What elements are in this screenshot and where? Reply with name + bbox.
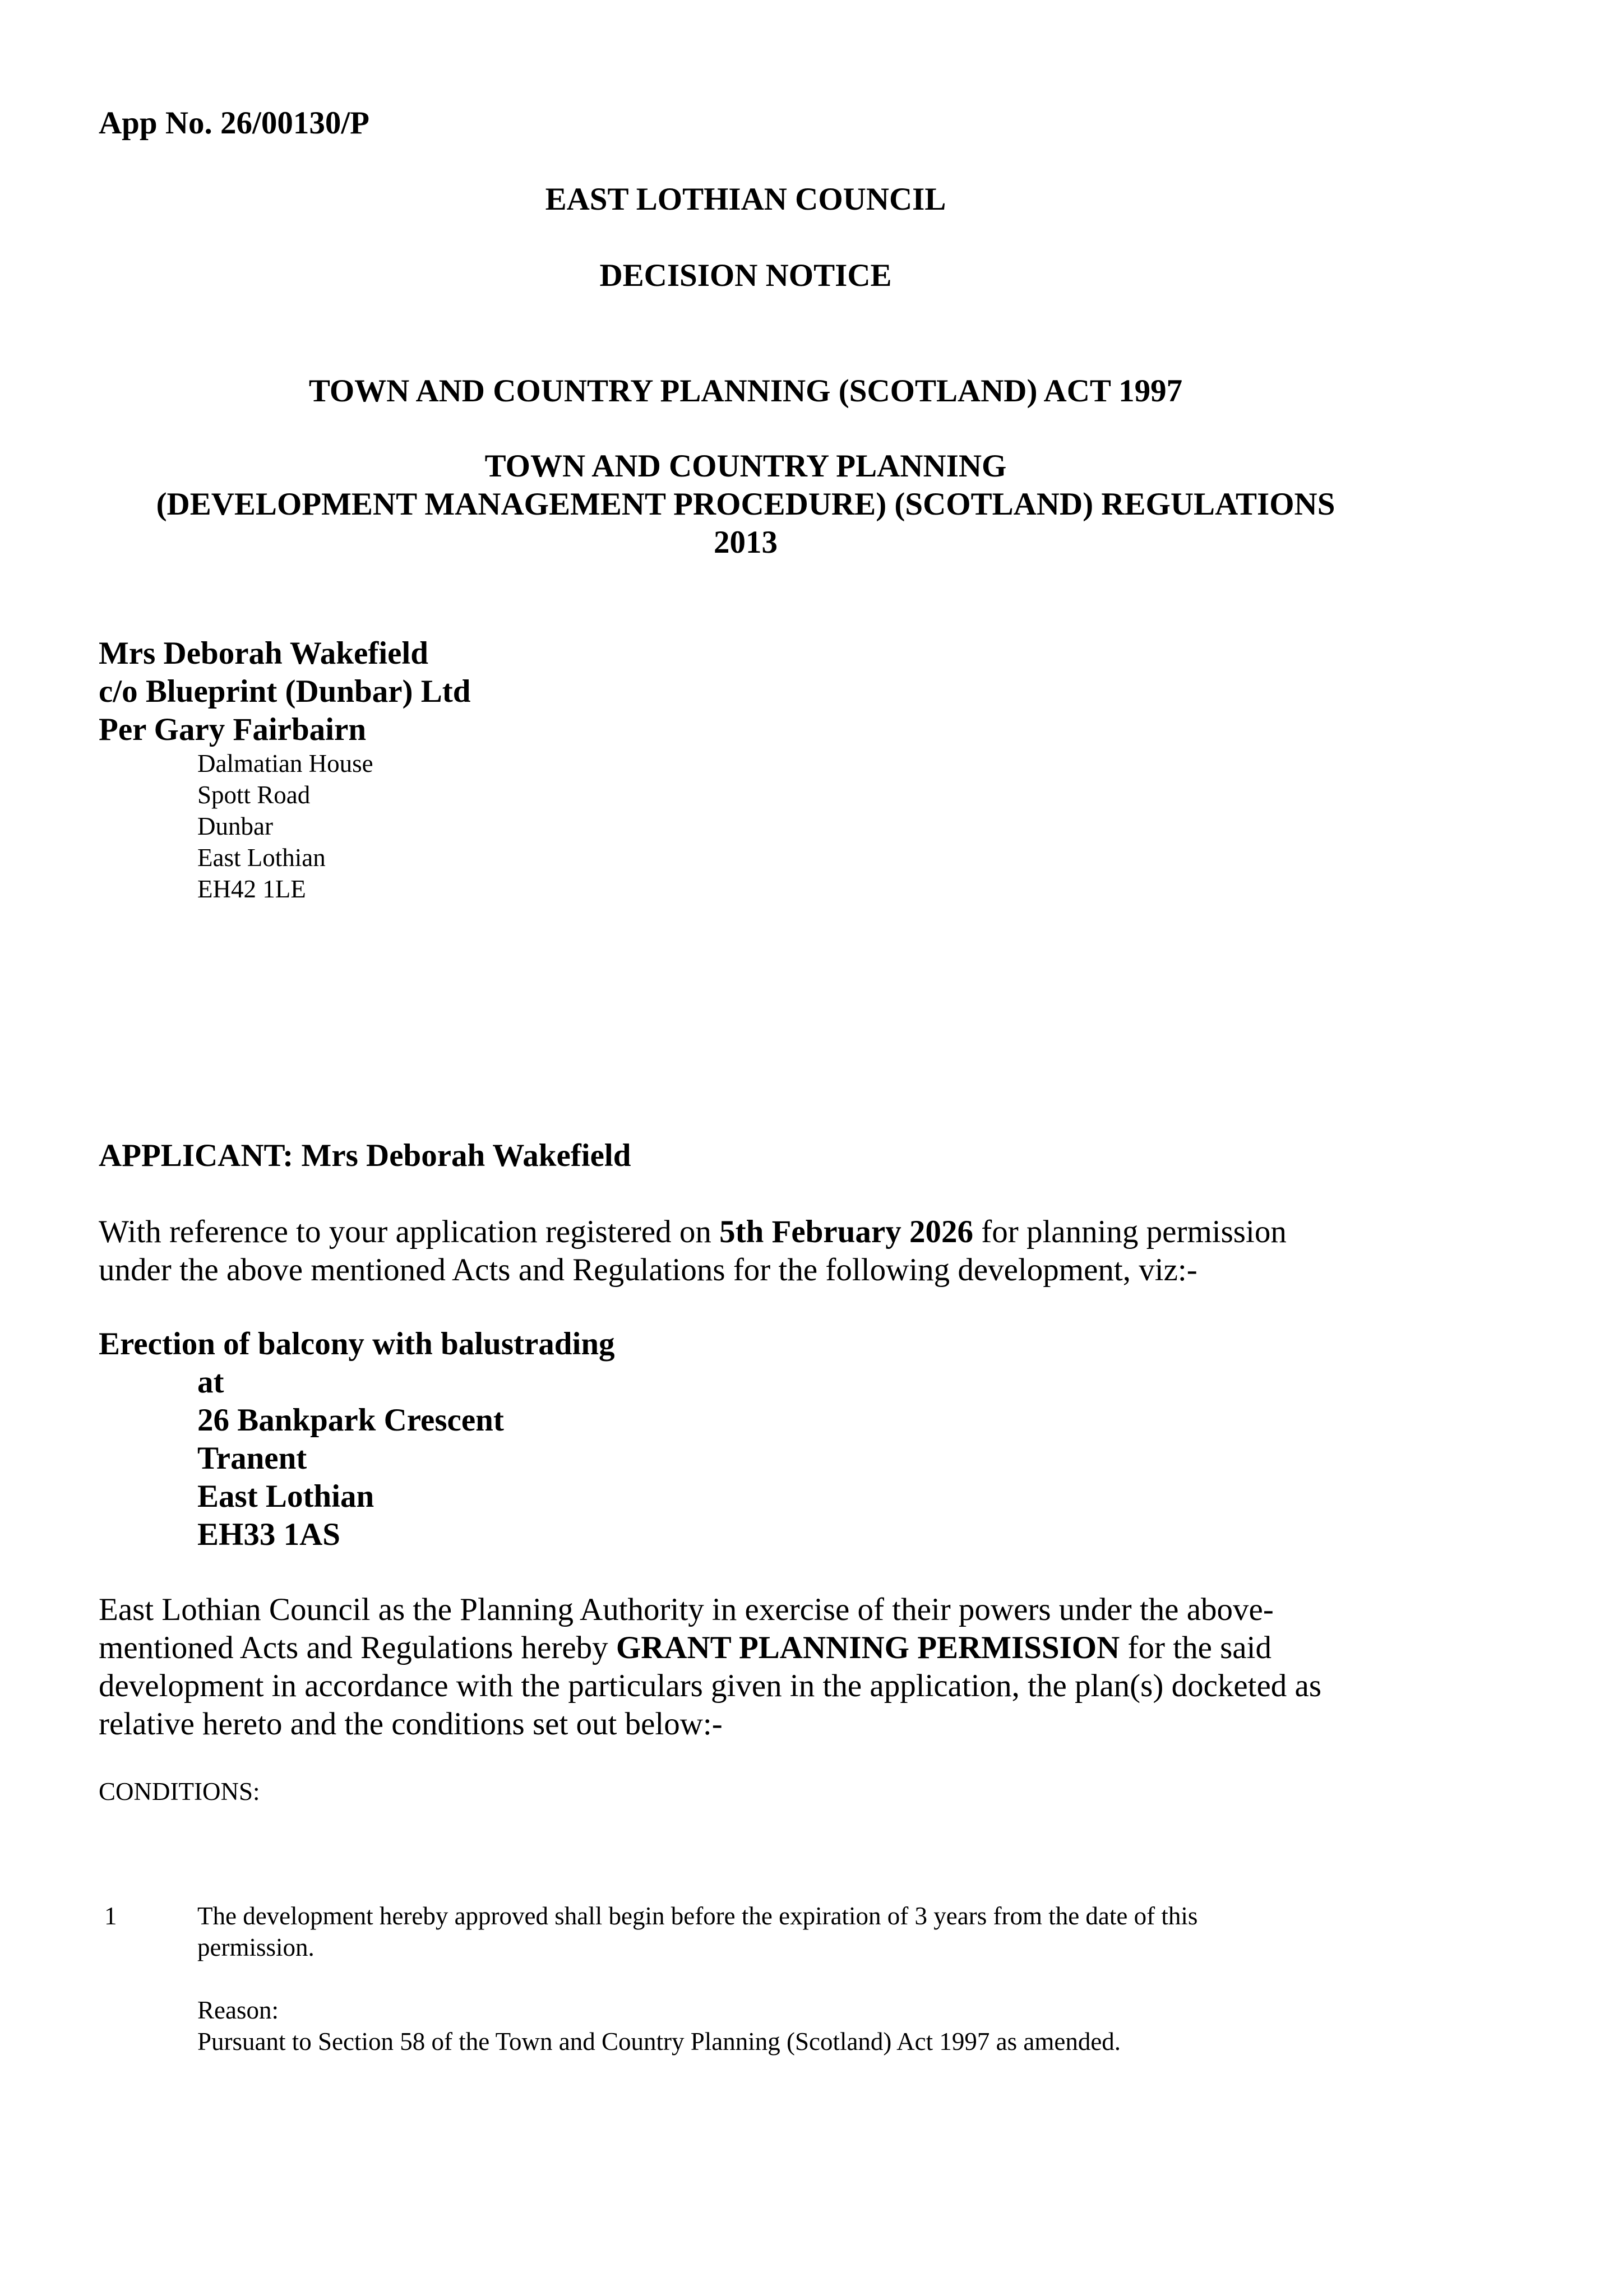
site-address-line: 26 Bankpark Crescent	[197, 1402, 504, 1438]
regulations-title-line-2: (DEVELOPMENT MANAGEMENT PROCEDURE) (SCOTLAND) REGULATIONS	[156, 487, 1335, 522]
address-line: East Lothian	[197, 844, 326, 872]
condition-reason-label: Reason:	[197, 1996, 279, 2024]
grant-text-line-3: development in accordance with the particulars given in the application, the plan(s) docketed as	[99, 1668, 1322, 1704]
applicant-label: APPLICANT:	[99, 1138, 294, 1173]
development-title: Erection of balcony with balustrading	[99, 1326, 615, 1362]
condition-item	[197, 1900, 1197, 2057]
addressee-per: Per Gary Fairbairn	[99, 712, 367, 747]
grant-text-line-2-end: for the said	[1120, 1630, 1271, 1665]
site-address-line: EH33 1AS	[197, 1517, 340, 1552]
grant-paragraph	[99, 1591, 1321, 1743]
reference-text-line-2: under the above mentioned Acts and Regulations for the following development, viz:-	[99, 1252, 1197, 1288]
grant-text-line-4: relative hereto and the conditions set out below:-	[99, 1706, 723, 1742]
site-address-line: East Lothian	[197, 1479, 374, 1514]
conditions-heading: CONDITIONS:	[99, 1777, 260, 1806]
council-name: EAST LOTHIAN COUNCIL	[545, 182, 946, 217]
condition-number: 1	[104, 1902, 117, 1930]
applicant-name: Mrs Deborah Wakefield	[301, 1138, 631, 1173]
addressee-name: Mrs Deborah Wakefield	[99, 636, 428, 671]
address-line: EH42 1LE	[197, 875, 306, 903]
condition-text-line-2: permission.	[197, 1933, 315, 1961]
registration-date: 5th February 2026	[719, 1214, 973, 1249]
regulations-title-line-3: 2013	[714, 525, 778, 560]
addressee-block	[99, 635, 471, 749]
document-title: DECISION NOTICE	[599, 258, 892, 293]
spacer	[197, 1963, 1197, 1994]
condition-reason-text: Pursuant to Section 58 of the Town and Country Planning (Scotland) Act 1997 as amended.	[197, 2027, 1121, 2056]
reference-text-end: for planning permission	[973, 1214, 1287, 1249]
app-number: App No. 26/00130/P	[99, 105, 369, 141]
postal-address	[197, 748, 373, 905]
reference-paragraph	[99, 1213, 1287, 1289]
condition-text-line-1: The development hereby approved shall begin before the expiration of 3 years from the date of this	[197, 1902, 1198, 1930]
reference-text-start: With reference to your application registered on	[99, 1214, 720, 1249]
development-at: at	[197, 1364, 224, 1400]
act-title: TOWN AND COUNTRY PLANNING (SCOTLAND) ACT 1997	[308, 373, 1183, 409]
address-line: Dunbar	[197, 812, 273, 840]
addressee-care-of: c/o Blueprint (Dunbar) Ltd	[99, 674, 471, 709]
address-line: Dalmatian House	[197, 749, 373, 777]
regulations-title-line-1: TOWN AND COUNTRY PLANNING	[484, 448, 1007, 484]
address-line: Spott Road	[197, 781, 311, 809]
site-address-line: Tranent	[197, 1441, 307, 1476]
grant-text-line-2-start: mentioned Acts and Regulations hereby	[99, 1630, 616, 1665]
grant-decision: GRANT PLANNING PERMISSION	[616, 1630, 1120, 1665]
grant-text-line-1: East Lothian Council as the Planning Authority in exercise of their powers under the above-	[99, 1592, 1274, 1627]
development-description	[99, 1325, 615, 1554]
applicant-line	[99, 1137, 631, 1175]
